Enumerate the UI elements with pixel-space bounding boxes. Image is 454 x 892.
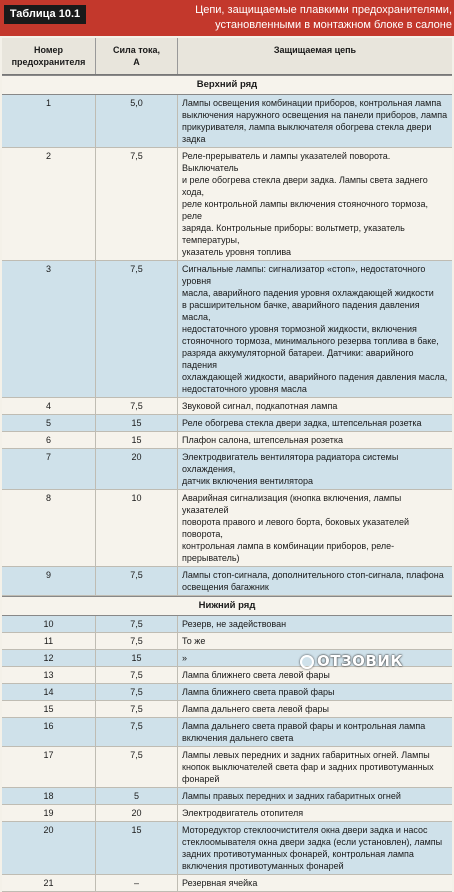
circuit-cell: Лампы правых передних и задних габаритных огней	[182, 791, 401, 801]
current-cell: 7,5	[96, 701, 178, 717]
fuse-number-cell: 16	[2, 718, 96, 746]
circuit-cell: Лампы освещения комбинации приборов, контрольная лампа выключения наружного освещения на панели приборов, лампа прикуривателя, лампа выключателя обогрева стекла двери задка	[182, 98, 448, 144]
circuit-cell: Резерв, не задействован	[182, 619, 287, 629]
table-row	[2, 633, 452, 650]
table-number-badge: Таблица 10.1	[4, 5, 86, 24]
table-row	[2, 788, 452, 805]
circuit-cell: Электродвигатель отопителя	[182, 808, 304, 818]
current-cell: –	[96, 875, 178, 891]
table-row	[2, 616, 452, 633]
column-header-number: Номер предохранителя	[2, 38, 96, 74]
current-cell: 20	[96, 805, 178, 821]
otzovik-watermark-logo	[300, 652, 403, 670]
column-header-circuit: Защищаемая цепь	[273, 45, 357, 55]
fuse-number-cell: 1	[2, 95, 96, 147]
circuit-cell: »	[182, 653, 188, 663]
table-column-headers	[2, 38, 452, 75]
current-cell: 7,5	[96, 616, 178, 632]
circuit-cell: Звуковой сигнал, подкапотная лампа	[182, 401, 338, 411]
fuse-table	[2, 38, 452, 892]
current-cell: 15	[96, 415, 178, 431]
circuit-cell: Лампа ближнего света правой фары	[182, 687, 335, 697]
otzovik-logo-icon	[300, 655, 314, 669]
fuse-number-cell: 6	[2, 432, 96, 448]
table-row	[2, 805, 452, 822]
fuse-number-cell: 9	[2, 567, 96, 595]
circuit-cell: Моторедуктор стеклоочистителя окна двери задка и насос стеклоомывателя окна двери задка (если установлен), лампы задних противотуманных фонарей, контрольная лампа включения противотуманных фонарей	[182, 825, 443, 871]
current-cell: 7,5	[96, 667, 178, 683]
section-title-upper-row: Верхний ряд	[2, 75, 452, 95]
fuse-number-cell: 10	[2, 616, 96, 632]
table-row	[2, 875, 452, 892]
fuse-number-cell: 3	[2, 261, 96, 397]
current-cell: 15	[96, 650, 178, 666]
current-cell: 7,5	[96, 684, 178, 700]
table-row	[2, 747, 452, 788]
circuit-cell: Резервная ячейка	[182, 878, 258, 888]
table-row	[2, 398, 452, 415]
current-cell: 7,5	[96, 633, 178, 649]
fuse-number-cell: 8	[2, 490, 96, 566]
table-row	[2, 432, 452, 449]
table-row	[2, 95, 452, 148]
current-cell: 5	[96, 788, 178, 804]
table-row	[2, 718, 452, 747]
current-cell: 15	[96, 822, 178, 874]
current-cell: 7,5	[96, 567, 178, 595]
table-header-bar	[0, 0, 454, 36]
fuse-number-cell: 2	[2, 148, 96, 260]
table-row	[2, 449, 452, 490]
table-title-line-1: Цепи, защищаемые плавкими предохранителями,	[195, 4, 452, 16]
table-row	[2, 567, 452, 596]
current-cell: 20	[96, 449, 178, 489]
table-row	[2, 148, 452, 261]
current-cell: 5,0	[96, 95, 178, 147]
circuit-cell: То же	[182, 636, 206, 646]
current-cell: 7,5	[96, 747, 178, 787]
table-title	[96, 3, 452, 33]
fuse-number-cell: 17	[2, 747, 96, 787]
circuit-cell: Лампы стоп-сигнала, дополнительного стоп-сигнала, плафона освещения багажник	[182, 570, 444, 592]
current-cell: 15	[96, 432, 178, 448]
fuse-number-cell: 18	[2, 788, 96, 804]
fuse-number-cell: 4	[2, 398, 96, 414]
current-cell: 7,5	[96, 718, 178, 746]
circuit-cell: Лампа дальнего света левой фары	[182, 704, 330, 714]
fuse-number-cell: 13	[2, 667, 96, 683]
circuit-cell: Плафон салона, штепсельная розетка	[182, 435, 343, 445]
upper-row-group	[2, 95, 452, 596]
table-row	[2, 261, 452, 398]
current-cell: 7,5	[96, 261, 178, 397]
fuse-number-cell: 15	[2, 701, 96, 717]
circuit-cell: Лампа ближнего света левой фары	[182, 670, 330, 680]
circuit-cell: Электродвигатель вентилятора радиатора системы охлаждения, датчик включения вентилятора	[182, 452, 399, 486]
table-row	[2, 415, 452, 432]
fuse-number-cell: 19	[2, 805, 96, 821]
circuit-cell: Лампа дальнего света правой фары и контрольная лампа включения дальнего света	[182, 721, 426, 743]
table-row	[2, 822, 452, 875]
watermark-text: ОТЗОВИК	[317, 652, 404, 670]
fuse-number-cell: 11	[2, 633, 96, 649]
current-cell: 7,5	[96, 398, 178, 414]
table-row	[2, 490, 452, 567]
circuit-cell: Реле обогрева стекла двери задка, штепсельная розетка	[182, 418, 422, 428]
column-header-current: Сила тока, А	[96, 38, 178, 74]
fuse-number-cell: 5	[2, 415, 96, 431]
section-title-lower-row: Нижний ряд	[2, 596, 452, 616]
fuse-number-cell: 14	[2, 684, 96, 700]
fuse-number-cell: 21	[2, 875, 96, 891]
circuit-cell: Сигнальные лампы: сигнализатор «стоп», недостаточного уровня масла, аварийного падения уровня охлаждающей жидкости в расширительном бачке, аварийного падения давления масла, недостаточного уровня тормозной жидкости, включения стояночного тормоза, минимального резерва топлива в баке, разряда аккумуляторной батареи. Датчики: аварийного падения охлаждающей жидкости, аварийного падения давления масла, недостаточного уровня масла	[182, 264, 448, 394]
fuse-number-cell: 20	[2, 822, 96, 874]
table-row	[2, 701, 452, 718]
circuit-cell: Аварийная сигнализация (кнопка включения, лампы указателей поворота правого и левого борта, боковых указателей поворота, контрольная лампа в комбинации приборов, реле-прерыватель)	[182, 493, 410, 563]
current-cell: 10	[96, 490, 178, 566]
circuit-cell: Реле-прерыватель и лампы указателей поворота. Выключатель и реле обогрева стекла двери задка. Лампы света заднего хода, реле контрольной лампы включения стояночного тормоза, реле заряда. Контрольные приборы: вольтметр, указатель температуры, указатель уровня топлива	[182, 151, 429, 257]
table-title-line-2: установленными в монтажном блоке в салоне	[215, 19, 452, 31]
circuit-cell: Лампы левых передних и задних габаритных огней. Лампы кнопок выключателей света фар и задних противотуманных фонарей	[182, 750, 434, 784]
fuse-number-cell: 12	[2, 650, 96, 666]
fuse-number-cell: 7	[2, 449, 96, 489]
current-cell: 7,5	[96, 148, 178, 260]
